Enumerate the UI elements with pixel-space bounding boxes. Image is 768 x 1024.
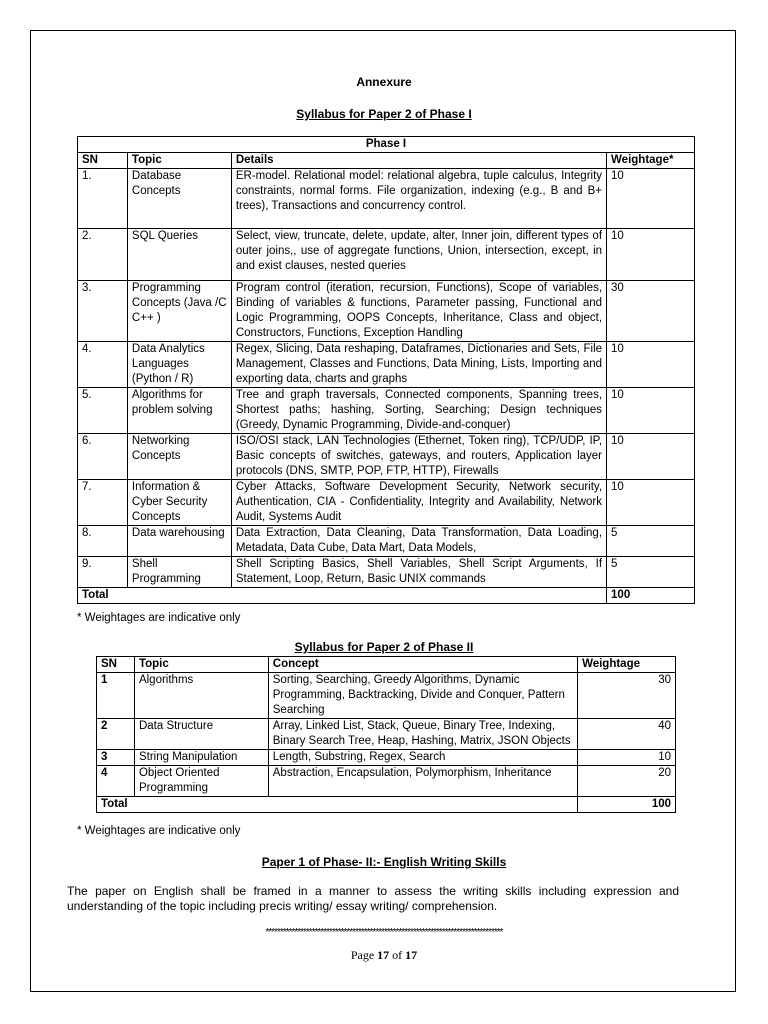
phase2-syllabus-table xyxy=(96,656,676,813)
row-details: Shell Scripting Basics, Shell Variables, Shell Script Arguments, If Statement, Loop, Return, Basic UNIX commands xyxy=(231,557,606,588)
row-weightage: 10 xyxy=(578,750,676,766)
row-topic: Data Structure xyxy=(134,719,268,750)
table-row xyxy=(97,750,676,766)
row-topic: Programming Concepts (Java /C C++ ) xyxy=(127,281,231,342)
phase1-title: Syllabus for Paper 2 of Phase I xyxy=(296,107,472,121)
col-header-sn: SN xyxy=(97,657,135,673)
row-sn: 4 xyxy=(97,766,135,797)
row-sn: 8. xyxy=(78,526,128,557)
table-header-row xyxy=(78,153,695,169)
row-sn: 3 xyxy=(97,750,135,766)
row-sn: 5. xyxy=(78,388,128,434)
total-row xyxy=(78,588,695,604)
col-header-weightage: Weightage xyxy=(578,657,676,673)
col-header-details: Details xyxy=(231,153,606,169)
row-topic: Shell Programming xyxy=(127,557,231,588)
phase-header-row xyxy=(78,137,695,153)
row-topic: Object Oriented Programming xyxy=(134,766,268,797)
row-weightage: 5 xyxy=(607,557,695,588)
row-concept: Array, Linked List, Stack, Queue, Binary Tree, Indexing, Binary Search Tree, Heap, Hashing, Matrix, JSON Objects xyxy=(268,719,577,750)
table-row xyxy=(78,434,695,480)
row-sn: 4. xyxy=(78,342,128,388)
paper1-title: Paper 1 of Phase- II:- English Writing Skills xyxy=(261,855,507,869)
row-details: ER-model. Relational model: relational algebra, tuple calculus, Integrity constraints, normal forms. File organization, indexing (e.g., B and B+ trees), Transactions and concurrency control. xyxy=(231,169,606,229)
row-details: Data Extraction, Data Cleaning, Data Transformation, Data Loading, Metadata, Data Cube, Data Mart, Data Models, xyxy=(231,526,606,557)
row-sn: 9. xyxy=(78,557,128,588)
row-topic: Algorithms xyxy=(134,673,268,719)
col-header-concept: Concept xyxy=(268,657,577,673)
row-sn: 3. xyxy=(78,281,128,342)
row-topic: Data Analytics Languages (Python / R) xyxy=(127,342,231,388)
table-row xyxy=(78,281,695,342)
total-label: Total xyxy=(97,797,578,813)
total-value: 100 xyxy=(607,588,695,604)
row-topic: Networking Concepts xyxy=(127,434,231,480)
row-weightage: 30 xyxy=(607,281,695,342)
weightage-note: * Weightages are indicative only xyxy=(77,612,241,624)
row-weightage: 5 xyxy=(607,526,695,557)
table-row xyxy=(97,766,676,797)
table-row xyxy=(78,557,695,588)
table-row xyxy=(78,388,695,434)
row-concept: Abstraction, Encapsulation, Polymorphism, Inheritance xyxy=(268,766,577,797)
total-label: Total xyxy=(78,588,607,604)
col-header-weightage: Weightage* xyxy=(607,153,695,169)
row-concept: Length, Substring, Regex, Search xyxy=(268,750,577,766)
row-weightage: 40 xyxy=(578,719,676,750)
row-concept: Sorting, Searching, Greedy Algorithms, Dynamic Programming, Backtracking, Divide and Conquer, Pattern Searching xyxy=(268,673,577,719)
col-header-topic: Topic xyxy=(134,657,268,673)
table-row xyxy=(97,719,676,750)
row-topic: String Manipulation xyxy=(134,750,268,766)
row-details: Regex, Slicing, Data reshaping, Dataframes, Dictionaries and Sets, File Management, Classes and Functions, Data Mining, Lists, Importing and exporting data, charts and graphs xyxy=(231,342,606,388)
phase1-syllabus-table xyxy=(77,136,695,604)
row-topic: SQL Queries xyxy=(127,229,231,281)
row-weightage: 30 xyxy=(578,673,676,719)
row-topic: Data warehousing xyxy=(127,526,231,557)
annexure-heading: Annexure xyxy=(356,75,412,89)
paper1-description: The paper on English shall be framed in a manner to assess the writing skills including expression and understanding of the topic including precis writing/ essay writing/ comprehension. xyxy=(67,884,679,913)
col-header-sn: SN xyxy=(78,153,128,169)
row-details: Tree and graph traversals, Connected components, Spanning trees, Shortest paths; hashing, Sorting, Searching; Design techniques (Greedy, Dynamic Programming, Divide-and-conquer) xyxy=(231,388,606,434)
table-header-row xyxy=(97,657,676,673)
row-sn: 2 xyxy=(97,719,135,750)
separator-line: ********************************************************************************** xyxy=(265,927,503,938)
row-weightage: 20 xyxy=(578,766,676,797)
row-weightage: 10 xyxy=(607,434,695,480)
table-row xyxy=(78,526,695,557)
row-weightage: 10 xyxy=(607,342,695,388)
row-sn: 6. xyxy=(78,434,128,480)
table-row xyxy=(97,673,676,719)
row-topic: Information & Cyber Security Concepts xyxy=(127,480,231,526)
total-value: 100 xyxy=(578,797,676,813)
weightage-note: * Weightages are indicative only xyxy=(77,825,241,837)
row-topic: Database Concepts xyxy=(127,169,231,229)
row-sn: 1. xyxy=(78,169,128,229)
row-details: Program control (iteration, recursion, Functions), Scope of variables, Binding of variables & functions, Parameter passing, Functional and Logic Programming, OOPS Concepts, Inheritance, Class and object, Constructors, Functions, Exception Handling xyxy=(231,281,606,342)
row-weightage: 10 xyxy=(607,480,695,526)
phase2-title: Syllabus for Paper 2 of Phase II xyxy=(294,640,474,654)
row-weightage: 10 xyxy=(607,229,695,281)
row-details: ISO/OSI stack, LAN Technologies (Ethernet, Token ring), TCP/UDP, IP, Basic concepts of switches, gateways, and routers, Application layer protocols (DNS, SMTP, POP, FTP, HTTP), Firewalls xyxy=(231,434,606,480)
row-sn: 7. xyxy=(78,480,128,526)
page-prefix: Page xyxy=(350,948,378,962)
row-weightage: 10 xyxy=(607,388,695,434)
table-row xyxy=(78,169,695,229)
page-total: 17 xyxy=(405,948,418,962)
phase-header: Phase I xyxy=(78,137,695,153)
table-row xyxy=(78,229,695,281)
row-weightage: 10 xyxy=(607,169,695,229)
row-sn: 1 xyxy=(97,673,135,719)
row-details: Cyber Attacks, Software Development Security, Network security, Authentication, CIA - Confidentiality, Integrity and Availability, Network Audit, Systems Audit xyxy=(231,480,606,526)
row-details: Select, view, truncate, delete, update, alter, Inner join, different types of outer joins,, use of aggregate functions, Union, intersection, except, in and exist clauses, nested queries xyxy=(231,229,606,281)
table-row xyxy=(78,480,695,526)
row-sn: 2. xyxy=(78,229,128,281)
row-topic: Algorithms for problem solving xyxy=(127,388,231,434)
page-current: 17 xyxy=(377,948,390,962)
total-row xyxy=(97,797,676,813)
table-row xyxy=(78,342,695,388)
page-middle: of xyxy=(389,948,406,962)
col-header-topic: Topic xyxy=(127,153,231,169)
page-number xyxy=(0,948,768,963)
